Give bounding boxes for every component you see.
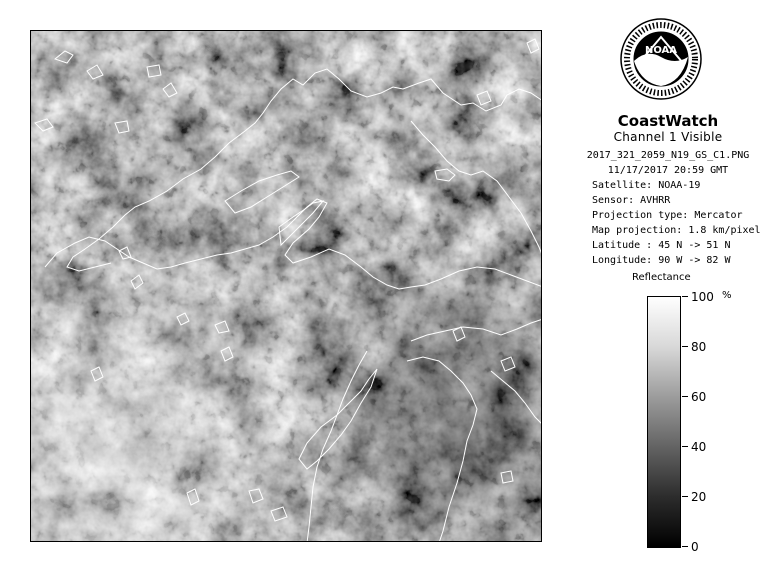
projection-type: Projection type: Mercator [592,210,743,221]
colorbar-tick [682,446,688,447]
noaa-logo [619,17,703,101]
channel-label: Channel 1 Visible [613,130,723,144]
logo-wordmark: NOAA [644,45,678,56]
product-title: CoastWatch [617,112,719,130]
colorbar-tick-label: 40 [691,440,707,454]
colorbar-tick-label: 60 [691,390,707,404]
datetime: 11/17/2017 20:59 GMT [607,165,729,176]
map-canvas [31,31,542,542]
filename: 2017_321_2059_N19_GS_C1.PNG [586,150,750,161]
sensor: Sensor: AVHRR [592,195,671,206]
satellite: Satellite: NOAA-19 [592,180,701,191]
map-projection: Map projection: 1.8 km/pixel [592,225,761,236]
reflectance-colorbar [647,296,681,548]
longitude-range: Longitude: 90 W -> 82 W [592,255,731,266]
colorbar-tick-label: 20 [691,490,707,504]
satellite-image-map [30,30,542,542]
colorbar-tick-label: 0 [691,540,699,554]
image-metadata [568,148,768,268]
colorbar-tick [682,346,688,347]
colorbar-title: Reflectance [632,272,691,283]
cloud-dark-region [31,31,542,542]
colorbar-tick [682,496,688,497]
colorbar-tick-label: 80 [691,340,707,354]
colorbar-unit: % [722,290,732,301]
colorbar-tick [682,396,688,397]
colorbar-tick-label: 100 [691,290,714,304]
colorbar-tick [682,546,688,547]
colorbar-tick [682,296,688,297]
latitude-range: Latitude : 45 N -> 51 N [592,240,731,251]
